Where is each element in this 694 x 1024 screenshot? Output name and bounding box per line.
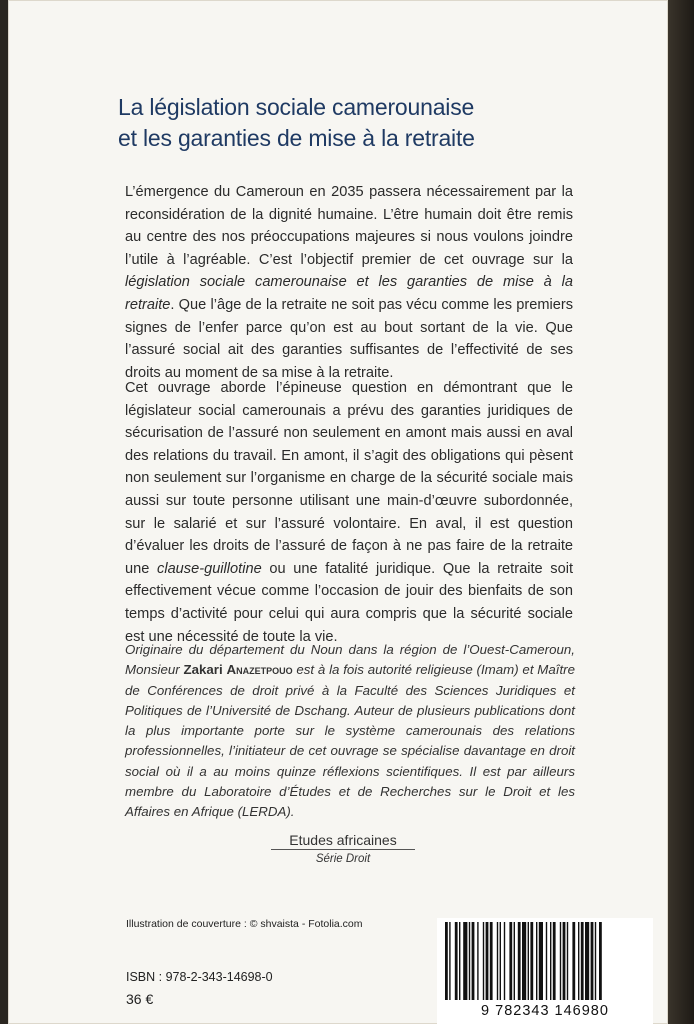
back-cover bbox=[8, 0, 668, 1024]
summary-1-text-b: . Que l’âge de la retraite ne soit pas vécu comme les premiers signes de l’enfer parce qu’on est au bout sortant de la vie. Que l’assuré social ait des garanties suffisantes de l’effectivité de ses droits au moment de sa mise à la retraite. bbox=[125, 296, 573, 381]
summary-2-text-b: ou une fatalité juridique. Que la retraite soit effectivement vécue comme l’occasion de jouir des bienfaits de son temps d’activité pour celui qui aura compris que la sécurité sociale est une nécessité de toute la vie. bbox=[125, 560, 573, 645]
author-first-name: Zakari bbox=[183, 662, 223, 678]
summary-2-italic: clause-guillotine bbox=[157, 560, 262, 577]
price: 36 € bbox=[126, 991, 154, 1007]
cover-credit: Illustration de couverture : © shvaista - Fotolia.com bbox=[126, 918, 363, 930]
summary-1-text-a: L’émergence du Cameroun en 2035 passera nécessairement par la reconsidération de la dignité humaine. L’être humain doit être remis au centre des nos préoccupations majeures si nous voulons joindre l’utile à l’agréable. C’est l’objectif premier de cet ouvrage sur la bbox=[125, 184, 573, 268]
summary-paragraph-1 bbox=[125, 181, 573, 384]
summary-paragraph-2 bbox=[125, 377, 573, 648]
author-last-name: Anazetpouo bbox=[226, 662, 293, 678]
series-name: Etudes africaines bbox=[289, 832, 397, 848]
series-subtitle: Série Droit bbox=[315, 853, 371, 865]
series-logo bbox=[263, 832, 423, 865]
barcode bbox=[437, 918, 653, 1024]
bio-text-b: est à la fois autorité religieuse (Imam) et Maître de Conférences de droit privé à la Faculté des Sciences Juridiques et Politiques de l’Université de Dschang. Auteur de plusieurs publications dont la plus importante porte sur le système camerounais des relations professionnelles, l’initiateur de cet ouvrage se spécialise davantage en droit social où il a au moins quinze réflexions scientifiques. Il est par ailleurs membre du Laboratoire d’Études et de Recherches sur le Droit et les Affaires en Afrique (LERDA). bbox=[125, 662, 575, 820]
isbn: ISBN : 978-2-343-14698-0 bbox=[126, 970, 273, 984]
summary-2-text-a: Cet ouvrage aborde l’épineuse question en démontrant que le législateur social camerounais a prévu des garanties juridiques de sécurisation de l’assuré non seulement en amont mais aussi en aval des relations du travail. En amont, il s’agit des obligations qui pèsent non seulement sur l’organisme en charge de la sécurité sociale mais aussi sur toute personne utilisant une main-d’œuvre subordonnée, sur le salarié et sur l’assuré volontaire. En aval, il est question d’évaluer les droits de l’assuré de façon à ne pas faire de la retraite une bbox=[125, 380, 573, 577]
bio-text-a: Originaire du département du Noun dans la région de l’Ouest-Cameroun, Monsieur bbox=[125, 642, 575, 678]
series-divider bbox=[271, 849, 415, 850]
title-line-1: La législation sociale camerounaise bbox=[118, 94, 475, 120]
barcode-digits: 9 782343 146980 bbox=[481, 1003, 609, 1019]
barcode-bars bbox=[437, 918, 653, 1004]
book-title bbox=[118, 92, 588, 154]
summary-1-italic: législation sociale camerounaise et les garanties de mise à la retraite bbox=[125, 274, 573, 313]
title-line-2: et les garanties de mise à la retraite bbox=[118, 125, 475, 151]
author-bio bbox=[125, 640, 575, 823]
scan-edge bbox=[668, 0, 694, 1024]
